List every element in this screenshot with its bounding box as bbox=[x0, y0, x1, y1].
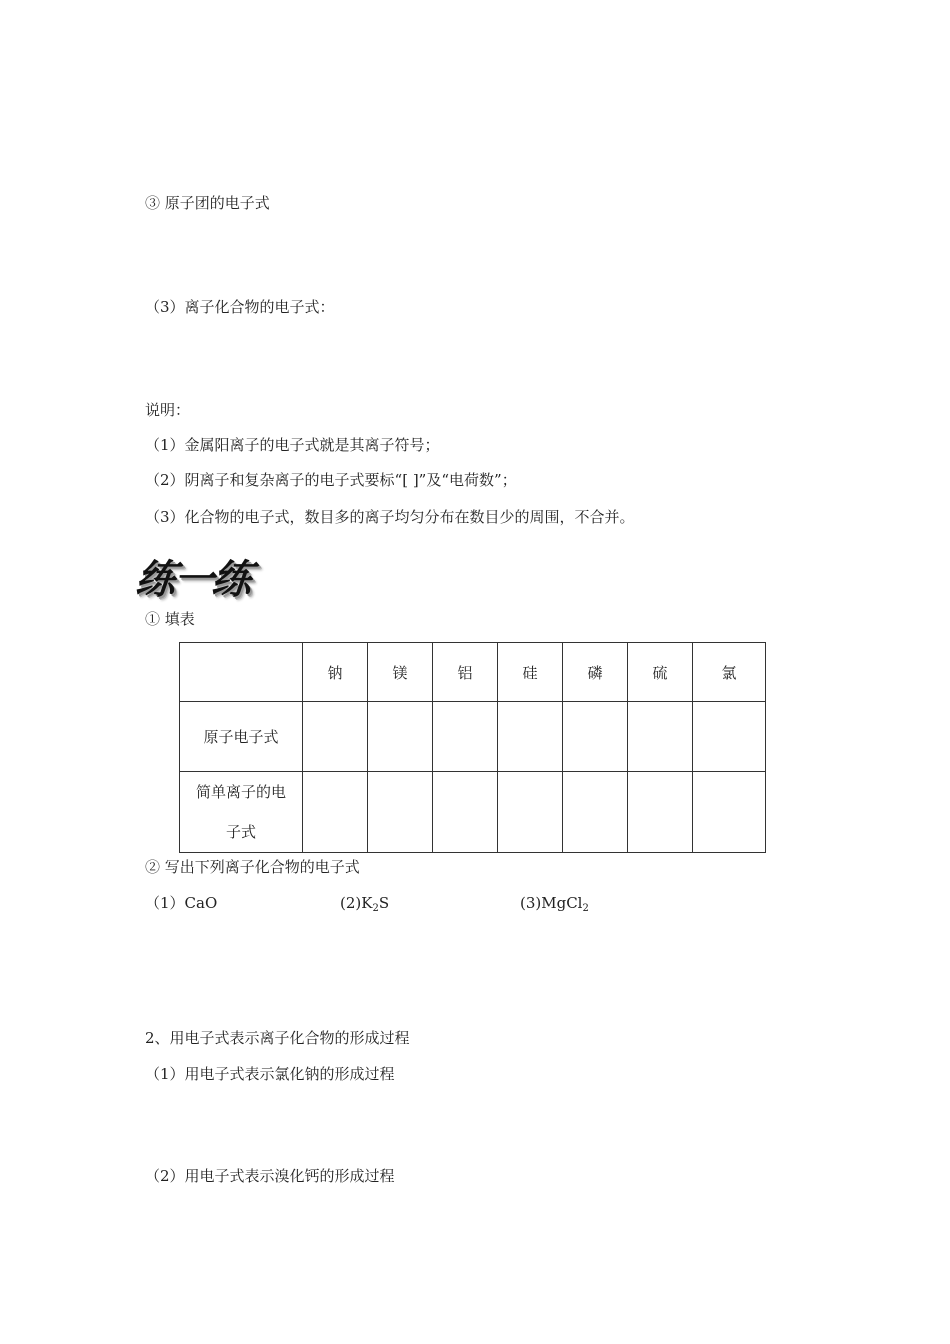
atom-group-heading: ③ 原子团的电子式 bbox=[145, 194, 270, 212]
table-cell bbox=[563, 772, 628, 853]
table-cell bbox=[498, 702, 563, 772]
mgcl2-prefix: (3)MgCl bbox=[520, 894, 583, 912]
section-2-question-2: （2）用电子式表示溴化钙的形成过程 bbox=[145, 1167, 395, 1185]
practice-question-2: ② 写出下列离子化合物的电子式 bbox=[145, 858, 360, 876]
fill-in-table bbox=[179, 642, 766, 853]
table-row bbox=[180, 772, 766, 853]
practice-title-art: 练一练 bbox=[133, 557, 253, 603]
compound-item-mgcl2 bbox=[520, 893, 589, 919]
table-row bbox=[180, 702, 766, 772]
table-header-al: 铝 bbox=[433, 643, 498, 702]
k2s-suffix: S bbox=[378, 894, 390, 912]
note-item-1: （1）金属阳离子的电子式就是其离子符号； bbox=[145, 436, 440, 454]
row-label-atom: 原子电子式 bbox=[180, 702, 303, 772]
table-header-p: 磷 bbox=[563, 643, 628, 702]
table-cell bbox=[433, 772, 498, 853]
k2s-subscript: 2 bbox=[372, 903, 379, 914]
table-header-na: 钠 bbox=[303, 643, 368, 702]
table-cell bbox=[628, 702, 693, 772]
table-cell bbox=[433, 702, 498, 772]
mgcl2-subscript: 2 bbox=[582, 903, 589, 914]
table-cell bbox=[693, 772, 766, 853]
compound-item-k2s bbox=[340, 893, 389, 919]
section-2-question-1: （1）用电子式表示氯化钠的形成过程 bbox=[145, 1065, 395, 1083]
note-item-2: （2）阴离子和复杂离子的电子式要标“[ ]”及“电荷数”； bbox=[145, 471, 517, 489]
compound-item-cao: （1）CaO bbox=[145, 894, 218, 912]
table-cell bbox=[368, 702, 433, 772]
table-cell bbox=[563, 702, 628, 772]
table-cell bbox=[693, 702, 766, 772]
row-label-ion-line-2: 子式 bbox=[225, 823, 256, 841]
row-label-ion-line-1: 简单离子的电 bbox=[195, 783, 286, 801]
table-cell bbox=[303, 702, 368, 772]
table-cell bbox=[498, 772, 563, 853]
note-title: 说明： bbox=[145, 401, 191, 419]
table-cell bbox=[628, 772, 693, 853]
table-cell bbox=[368, 772, 433, 853]
table-cell bbox=[180, 643, 303, 702]
row-label-ion bbox=[180, 772, 303, 853]
k2s-prefix: (2)K bbox=[340, 894, 373, 912]
note-item-3: （3）化合物的电子式，数目多的离子均匀分布在数目少的周围，不合并。 bbox=[145, 508, 635, 526]
table-header-cl: 氯 bbox=[693, 643, 766, 702]
table-header-mg: 镁 bbox=[368, 643, 433, 702]
table-header-si: 硅 bbox=[498, 643, 563, 702]
practice-question-1: ① 填表 bbox=[145, 610, 195, 628]
table-cell bbox=[303, 772, 368, 853]
section-2-title: 2、用电子式表示离子化合物的形成过程 bbox=[145, 1029, 410, 1047]
ionic-compound-heading: （3）离子化合物的电子式： bbox=[145, 298, 335, 316]
table-header-s: 硫 bbox=[628, 643, 693, 702]
table-header-row bbox=[180, 643, 766, 702]
